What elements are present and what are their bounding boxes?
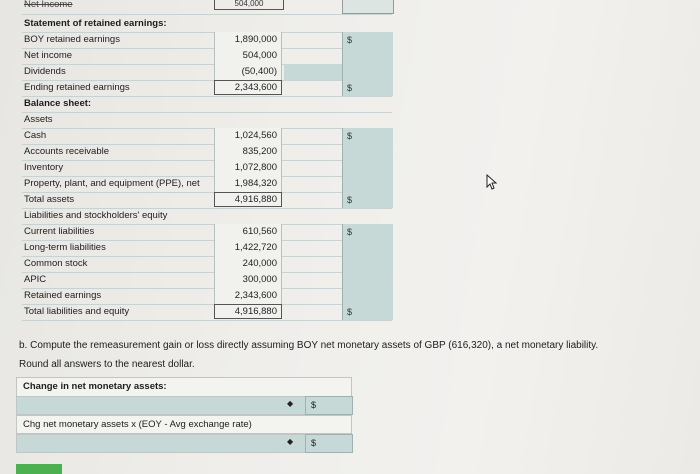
answer-input[interactable]: [342, 192, 393, 208]
assets-header-row: [22, 112, 392, 129]
table-row: [22, 80, 392, 97]
change-row-3-input[interactable]: [305, 434, 353, 453]
change-row-label: Chg net monetary assets x (EOY - Avg exchange rate): [23, 419, 252, 430]
spacer: [284, 48, 342, 64]
row-value: 1,890,000: [214, 32, 282, 48]
change-row-3-label-cell: [17, 435, 275, 452]
dropdown-arrow-icon: ◆: [287, 437, 294, 446]
rounding-instruction: Round all answers to the nearest dollar.: [19, 359, 195, 370]
table-row: [22, 32, 392, 49]
table-row: [22, 288, 392, 305]
row-label: Common stock: [24, 258, 88, 269]
dropdown-arrow-icon: ◆: [287, 399, 294, 408]
row-label: Long-term liabilities: [24, 242, 106, 253]
answer-input[interactable]: [342, 288, 393, 304]
spacer: [284, 128, 342, 144]
spacer: [284, 64, 342, 80]
table-row: [22, 224, 392, 241]
answer-input[interactable]: [342, 160, 393, 176]
answer-input[interactable]: [342, 304, 393, 320]
row-value: 610,560: [214, 224, 282, 240]
answer-input[interactable]: [342, 64, 393, 80]
row-label: APIC: [24, 274, 47, 285]
row-value: 1,984,320: [214, 176, 282, 192]
table-row: [22, 272, 392, 289]
row-label: Net income: [24, 50, 73, 61]
table-row: [22, 144, 392, 161]
spacer: [284, 272, 342, 288]
change-row-1-dropdown[interactable]: [275, 397, 306, 414]
balance-title-row: [22, 96, 392, 113]
answer-input[interactable]: [342, 176, 393, 192]
dollar-sign: $: [347, 35, 353, 45]
spacer: [284, 288, 342, 304]
spacer: [284, 192, 342, 208]
row-label: Ending retained earnings: [24, 82, 130, 93]
dollar-sign: $: [347, 83, 353, 93]
row-label: Property, plant, and equipment (PPE), net: [24, 178, 200, 189]
row-label: Current liabilities: [24, 226, 95, 237]
spacer: [284, 224, 342, 240]
change-row-1-label-cell: [17, 397, 275, 414]
table-row: [22, 176, 392, 193]
dollar-sign: $: [347, 131, 353, 141]
row-value: 2,343,600: [214, 288, 282, 304]
liabilities-header-row: [22, 208, 392, 225]
spacer: [284, 256, 342, 272]
liabilities-label: Liabilities and stockholders' equity: [24, 210, 168, 221]
mouse-cursor-icon: [485, 174, 499, 190]
row-value: 1,024,560: [214, 128, 282, 144]
net-income-input[interactable]: [342, 0, 394, 14]
retained-title: Statement of retained earnings:: [24, 18, 167, 29]
change-row-1-input[interactable]: [305, 396, 353, 415]
row-value: 4,916,880: [214, 192, 282, 207]
net-income-value: 504,000: [214, 0, 284, 10]
answer-input[interactable]: [342, 240, 393, 256]
table-row: [22, 64, 392, 81]
row-value: 2,343,600: [214, 80, 282, 95]
answer-input[interactable]: [342, 128, 393, 144]
spacer: [284, 144, 342, 160]
dollar-sign: $: [311, 438, 317, 448]
row-value: 1,072,800: [214, 160, 282, 176]
row-label: Cash: [24, 130, 47, 141]
table-row: [22, 304, 392, 321]
dollar-sign: $: [347, 195, 353, 205]
change-row-1: [16, 396, 352, 415]
row-value: 240,000: [214, 256, 282, 272]
row-label: Total assets: [24, 194, 75, 205]
table-row: [22, 240, 392, 257]
table-row: [22, 192, 392, 209]
balance-title: Balance sheet:: [24, 98, 92, 109]
row-label: Total liabilities and equity: [24, 306, 130, 317]
change-title: Change in net monetary assets:: [23, 381, 167, 392]
row-label: Inventory: [24, 162, 64, 173]
table-row: [22, 256, 392, 273]
answer-input[interactable]: [342, 256, 393, 272]
answer-input[interactable]: [342, 80, 393, 96]
answer-input[interactable]: [342, 144, 393, 160]
row-value: 504,000: [214, 48, 282, 64]
assets-label: Assets: [24, 114, 53, 125]
net-income-row: [22, 0, 392, 15]
spacer: [284, 32, 342, 48]
change-row-3: [16, 434, 352, 453]
change-row-2: [16, 415, 352, 434]
spacer: [284, 160, 342, 176]
net-income-label: Net Income: [24, 0, 73, 10]
table-row: [22, 48, 392, 65]
answer-input[interactable]: [342, 272, 393, 288]
spacer: [284, 80, 342, 96]
dollar-sign: $: [311, 400, 317, 410]
spacer: [284, 304, 342, 320]
row-value: 4,916,880: [214, 304, 282, 319]
row-value: 835,200: [214, 144, 282, 160]
row-value: (50,400): [214, 64, 282, 80]
row-label: Accounts receivable: [24, 146, 110, 157]
row-value: 300,000: [214, 272, 282, 288]
answer-input[interactable]: [342, 48, 393, 64]
dollar-sign: $: [347, 227, 353, 237]
row-value: 1,422,720: [214, 240, 282, 256]
row-label: Retained earnings: [24, 290, 102, 301]
change-title-row: [16, 377, 352, 397]
row-label: Dividends: [24, 66, 66, 77]
table-row: [22, 128, 392, 145]
answer-input[interactable]: [342, 224, 393, 240]
submit-button[interactable]: [16, 464, 62, 474]
change-row-3-dropdown[interactable]: [275, 435, 306, 452]
table-row: [22, 160, 392, 177]
spacer: [284, 176, 342, 192]
row-label: BOY retained earnings: [24, 34, 120, 45]
answer-input[interactable]: [342, 32, 393, 48]
retained-title-row: [22, 16, 392, 33]
spacer: [284, 240, 342, 256]
dollar-sign: $: [347, 307, 353, 317]
question-text: b. Compute the remeasurement gain or loss directly assuming BOY net monetary assets of GBP (616,320), a net monetary liability.: [19, 340, 599, 351]
